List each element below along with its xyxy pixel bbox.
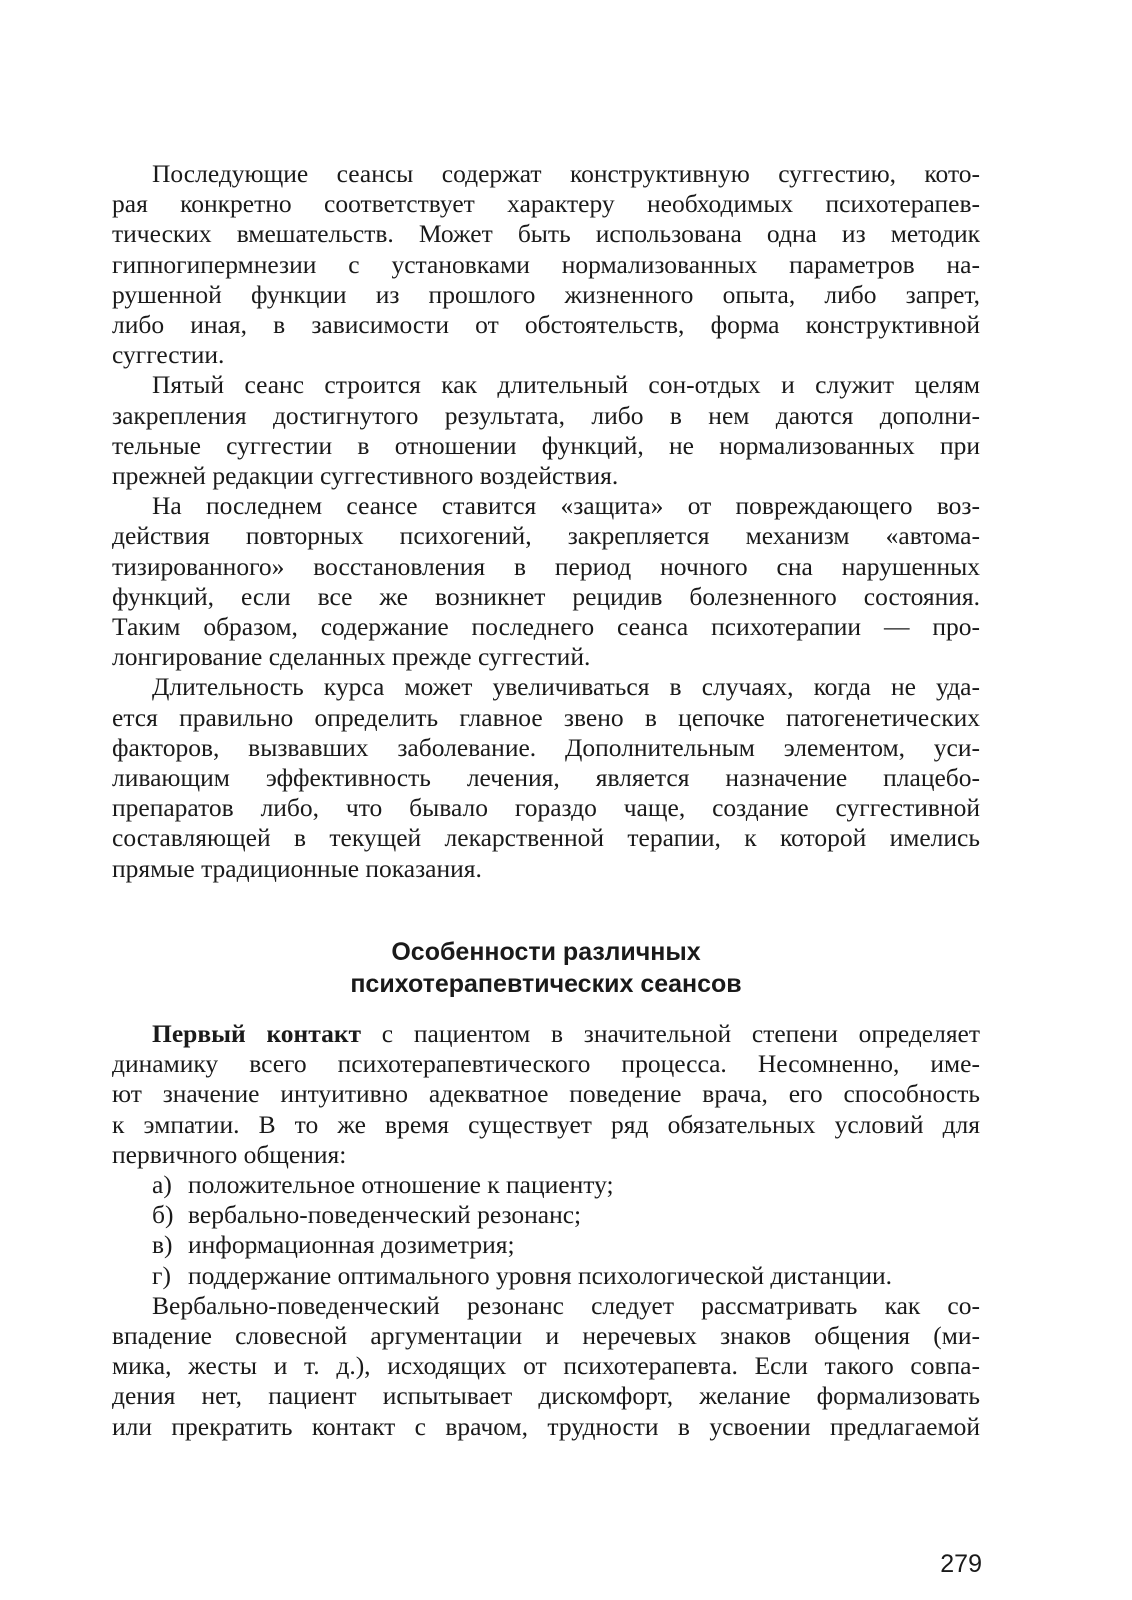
- list-item-text: информационная дозиметрия;: [188, 1230, 515, 1260]
- text-line: На последнем сеансе ставится «защита» от повреждающего воз-: [152, 491, 980, 521]
- bold-term: Первый контакт: [152, 1019, 362, 1048]
- text-line: ливающим эффективность лечения, является назначение плацебо-: [112, 763, 980, 793]
- text-line: составляющей в текущей лекарственной терапии, к которой имелись: [112, 823, 980, 853]
- text-line: прямые традиционные показания.: [112, 853, 482, 883]
- text-line: или прекратить контакт с врачом, трудности в усвоении предлагаемой: [112, 1411, 980, 1441]
- body-text-bottom: [112, 1019, 980, 1442]
- page-number: 279: [940, 1550, 982, 1578]
- list-item-text: положительное отношение к пациенту;: [188, 1170, 614, 1200]
- section-heading-line: психотерапевтических сеансов: [350, 970, 742, 998]
- text-line: дения нет, пациент испытывает дискомфорт, желание формализовать: [112, 1381, 980, 1411]
- text-line: тельные суггестии в отношении функций, не нормализованных при: [112, 430, 980, 460]
- text-line: Таким образом, содержание последнего сеанса психотерапии — про-: [112, 612, 980, 642]
- text-line: динамику всего психотерапевтического процесса. Несомненно, име-: [112, 1049, 980, 1079]
- text-line: Вербально-поведенческий резонанс следует рассматривать как со-: [152, 1290, 980, 1320]
- body-text-top: [112, 159, 980, 884]
- text-line: закрепления достигнутого результата, либо в нем даются дополни-: [112, 400, 980, 430]
- text-line: лонгирование сделанных прежде суггестий.: [112, 642, 591, 672]
- text-line: гипногипермнезии с установками нормализованных параметров на-: [112, 249, 980, 279]
- text-line: первичного общения:: [112, 1139, 347, 1169]
- list-item: [112, 1200, 980, 1230]
- text-line: ется правильно определить главное звено в цепочке патогенетических: [112, 702, 980, 732]
- list-marker: в): [152, 1230, 173, 1260]
- text-line: [112, 1019, 980, 1049]
- text-line: действия повторных психогений, закрепляется механизм «автома-: [112, 521, 980, 551]
- text-line: Пятый сеанс строится как длительный сон-отдых и служит целям: [152, 370, 980, 400]
- section-heading: [112, 936, 980, 1000]
- text-line: Последующие сеансы содержат конструктивную суггестию, кото-: [152, 159, 980, 188]
- text-fragment: с пациентом в значительной степени определяет: [361, 1019, 981, 1048]
- text-line: суггестии.: [112, 340, 225, 370]
- list-marker: а): [152, 1170, 172, 1200]
- list-item: [112, 1261, 980, 1291]
- text-line: функций, если все же возникнет рецидив болезненного состояния.: [112, 581, 980, 611]
- list-marker: г): [152, 1260, 171, 1290]
- text-line: к эмпатии. В то же время существует ряд обязательных условий для: [112, 1109, 980, 1139]
- list-marker: б): [152, 1200, 174, 1230]
- text-line: мика, жесты и т. д.), исходящих от психотерапевта. Если такого совпа-: [112, 1351, 980, 1381]
- text-line: прежней редакции суггестивного воздействия.: [112, 461, 619, 491]
- list-item-text: поддержание оптимального уровня психологической дистанции.: [188, 1260, 893, 1290]
- text-line: тизированного» восстановления в период ночного сна нарушенных: [112, 551, 980, 581]
- text-line: факторов, вызвавших заболевание. Дополнительным элементом, уси-: [112, 732, 980, 762]
- list-item: [112, 1230, 980, 1260]
- text-line: рушенной функции из прошлого жизненного опыта, либо запрет,: [112, 279, 980, 309]
- text-line: ют значение интуитивно адекватное поведение врача, его способность: [112, 1079, 980, 1109]
- text-line: препаратов либо, что бывало гораздо чаще, создание суггестивной: [112, 793, 980, 823]
- text-line: рая конкретно соответствует характеру необходимых психотерапев-: [112, 189, 980, 219]
- section-heading-line: Особенности различных: [391, 938, 701, 966]
- list-item-text: вербально-поведенческий резонанс;: [188, 1200, 582, 1230]
- text-line: либо иная, в зависимости от обстоятельств, форма конструктивной: [112, 310, 980, 340]
- list-item: [112, 1170, 980, 1200]
- text-line: впадение словесной аргументации и неречевых знаков общения (ми-: [112, 1321, 980, 1351]
- text-line: тических вмешательств. Может быть использована одна из методик: [112, 219, 980, 249]
- text-line: Длительность курса может увеличиваться в случаях, когда не уда-: [152, 672, 980, 702]
